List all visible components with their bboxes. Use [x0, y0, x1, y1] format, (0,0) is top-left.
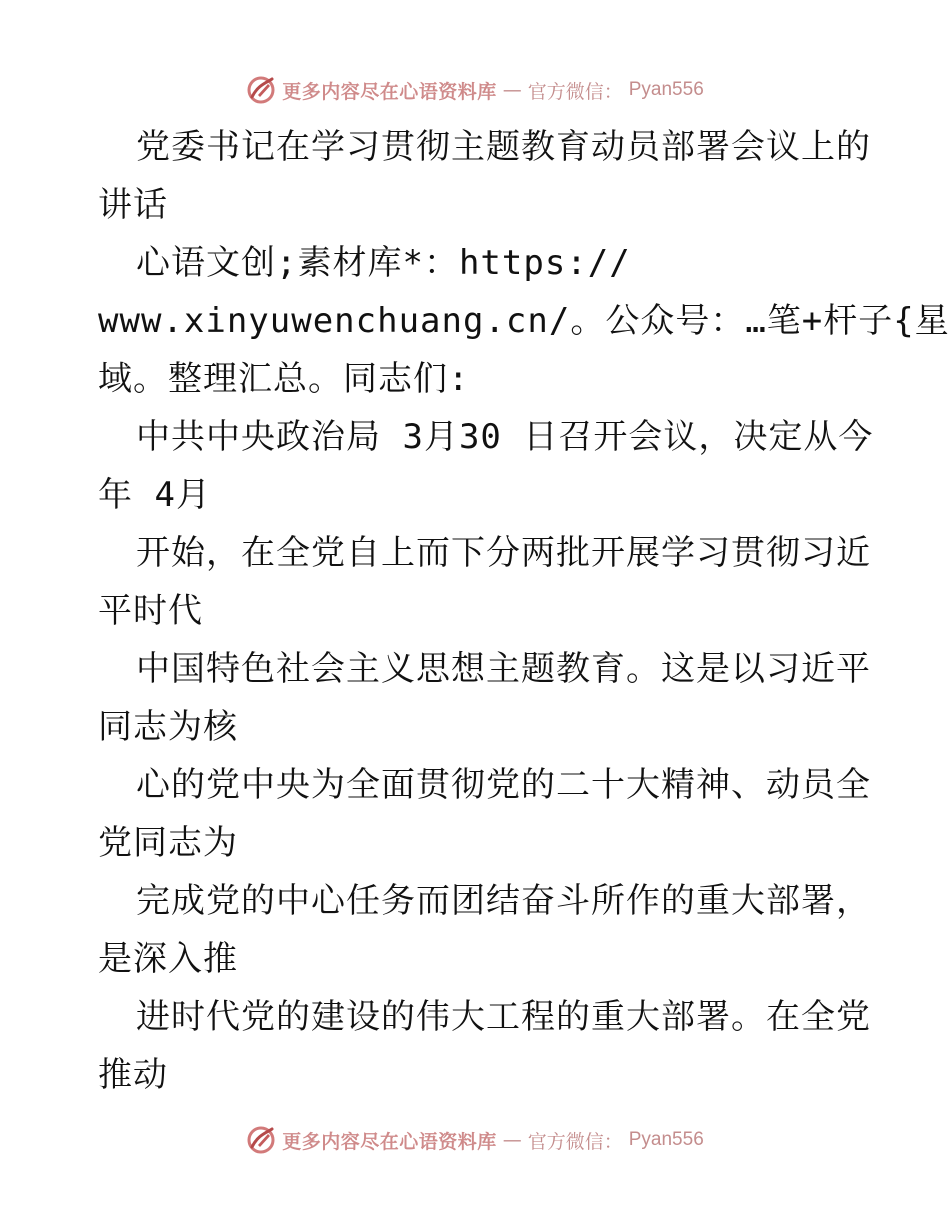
footer-banner [0, 1120, 950, 1160]
text-line: 是深入推 [98, 939, 238, 979]
text-line: www.xinyuwenchuang.cn/。公众号：…笔+杆子{星 [98, 301, 950, 341]
text-line: 推动 [98, 1055, 168, 1095]
banner-main-text: 更多内容尽在心语资料库 [282, 1130, 497, 1153]
banner-wechat-id: Pyan556 [628, 1129, 704, 1150]
banner-main-text: 更多内容尽在心语资料库 [282, 80, 497, 103]
text-line: 心语文创;素材库*：https:// [136, 243, 631, 283]
banner-wechat-id: Pyan556 [628, 79, 704, 100]
text-line: 同志为核 [98, 707, 238, 747]
text-line: 党同志为 [98, 823, 238, 863]
text-line: 年 4月 [98, 475, 211, 515]
text-line: 域。整理汇总。同志们: [98, 359, 470, 399]
document-body [98, 118, 950, 1104]
pen-swirl-logo-icon [246, 1125, 276, 1155]
text-line: 党委书记在学习贯彻主题教育动员部署会议上的 [136, 127, 871, 167]
banner-separator: — [502, 79, 522, 101]
banner-wechat-label: 官方微信： [527, 1130, 623, 1153]
banner-separator: — [502, 1129, 522, 1151]
text-line: 讲话 [98, 185, 168, 225]
text-line: 开始，在全党自上而下分两批开展学习贯彻习近 [136, 533, 871, 573]
text-line: 中共中央政治局 3月30 日召开会议，决定从今 [136, 417, 874, 457]
text-line: 心的党中央为全面贯彻党的二十大精神、动员全 [136, 765, 871, 805]
text-line: 进时代党的建设的伟大工程的重大部署。在全党 [136, 997, 871, 1037]
text-line: 中国特色社会主义思想主题教育。这是以习近平 [136, 649, 871, 689]
text-line: 完成党的中心任务而团结奋斗所作的重大部署， [136, 881, 871, 921]
pen-swirl-logo-icon [246, 75, 276, 105]
text-line: 平时代 [98, 591, 203, 631]
header-banner [0, 70, 950, 110]
banner-wechat-label: 官方微信： [527, 80, 623, 103]
